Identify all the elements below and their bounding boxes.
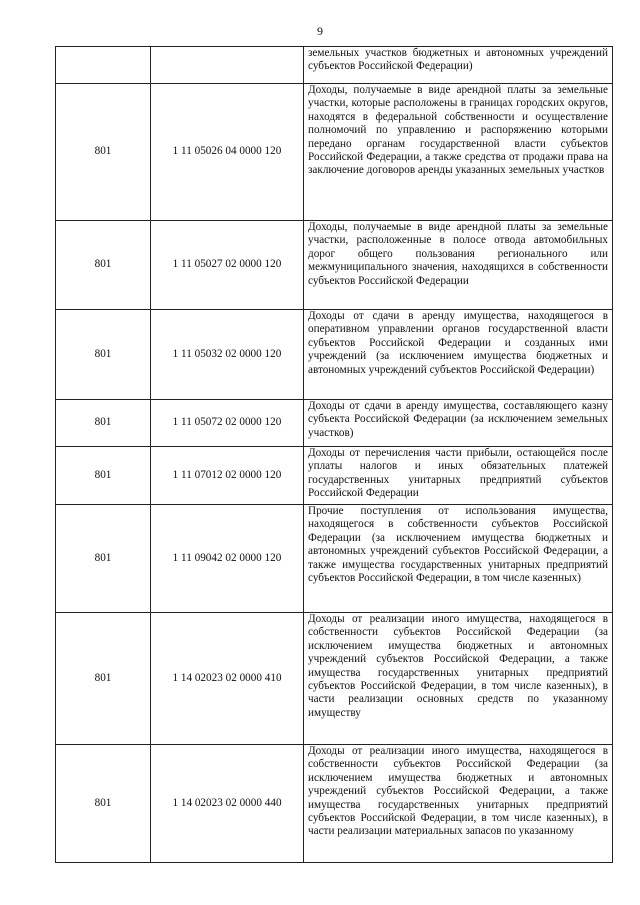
kbk-code-cell: 1 11 05026 04 0000 120 — [151, 84, 304, 221]
revenue-codes-table — [55, 46, 613, 863]
admin-code-cell: 801 — [56, 505, 151, 613]
kbk-code-cell: 1 14 02023 02 0000 410 — [151, 613, 304, 745]
description-cell: Доходы от сдачи в аренду имущества, составляющего казну субъекта Российской Федерации (за исключением земельных участков) — [304, 400, 613, 447]
table-row — [56, 310, 613, 400]
kbk-code-cell: 1 14 02023 02 0000 440 — [151, 745, 304, 863]
description-cell: Доходы от перечисления части прибыли, остающейся после уплаты налогов и иных обязательных платежей государственных унитарных предприятий субъектов Российской Федерации — [304, 447, 613, 505]
kbk-code-cell: 1 11 05072 02 0000 120 — [151, 400, 304, 447]
table-row — [56, 505, 613, 613]
table-row — [56, 47, 613, 84]
kbk-code-cell: 1 11 09042 02 0000 120 — [151, 505, 304, 613]
table-row — [56, 84, 613, 221]
description-cell: Доходы, получаемые в виде арендной платы за земельные участки, которые расположены в границах городских округов, находятся в федеральной собственности и осуществление полномочий по управлению и распоряжению которыми передано органам государственной власти субъектов Российской Федерации, а также средства от продажи права на заключение договоров аренды указанных земельных участков — [304, 84, 613, 221]
admin-code-cell: 801 — [56, 84, 151, 221]
admin-code-cell: 801 — [56, 310, 151, 400]
table-row — [56, 613, 613, 745]
kbk-code-cell: 1 11 05027 02 0000 120 — [151, 221, 304, 310]
table-row — [56, 400, 613, 447]
admin-code-cell: 801 — [56, 745, 151, 863]
description-cell: Доходы от сдачи в аренду имущества, находящегося в оперативном управлении органов государственной власти субъектов Российской Федерации и созданных ими учреждений (за исключением имущества бюджетных и автономных учреждений субъектов Российской Федерации) — [304, 310, 613, 400]
table-row — [56, 447, 613, 505]
kbk-code-cell — [151, 47, 304, 84]
admin-code-cell: 801 — [56, 221, 151, 310]
admin-code-cell — [56, 47, 151, 84]
kbk-code-cell: 1 11 05032 02 0000 120 — [151, 310, 304, 400]
admin-code-cell: 801 — [56, 613, 151, 745]
page-number: 9 — [317, 24, 323, 38]
description-cell: Доходы от реализации иного имущества, находящегося в собственности субъектов Российской Федерации (за исключением имущества бюджетных и автономных учреждений субъектов Российской Федерации, а также имущества государственных унитарных предприятий субъектов Российской Федерации, в том числе казенных), в части реализации материальных запасов по указанному — [304, 745, 613, 863]
description-cell: Доходы от реализации иного имущества, находящегося в собственности субъектов Российской Федерации (за исключением имущества бюджетных и автономных учреждений субъектов Российской Федерации, а также имущества государственных унитарных предприятий субъектов Российской Федерации, в том числе казенных), в части реализации основных средств по указанному имуществу — [304, 613, 613, 745]
admin-code-cell: 801 — [56, 447, 151, 505]
table-row — [56, 745, 613, 863]
kbk-code-cell: 1 11 07012 02 0000 120 — [151, 447, 304, 505]
description-cell: земельных участков бюджетных и автономных учреждений субъектов Российской Федерации) — [304, 47, 613, 84]
description-cell: Доходы, получаемые в виде арендной платы за земельные участки, расположенные в полосе отвода автомобильных дорог общего пользования регионального или межмуниципального значения, находящихся в собственности субъектов Российской Федерации — [304, 221, 613, 310]
admin-code-cell: 801 — [56, 400, 151, 447]
description-cell: Прочие поступления от использования имущества, находящегося в собственности субъектов Российской Федерации (за исключением имущества бюджетных и автономных учреждений субъектов Российской Федерации, а также имущества государственных унитарных предприятий субъектов Российской Федерации, в том числе казенных) — [304, 505, 613, 613]
table-row — [56, 221, 613, 310]
